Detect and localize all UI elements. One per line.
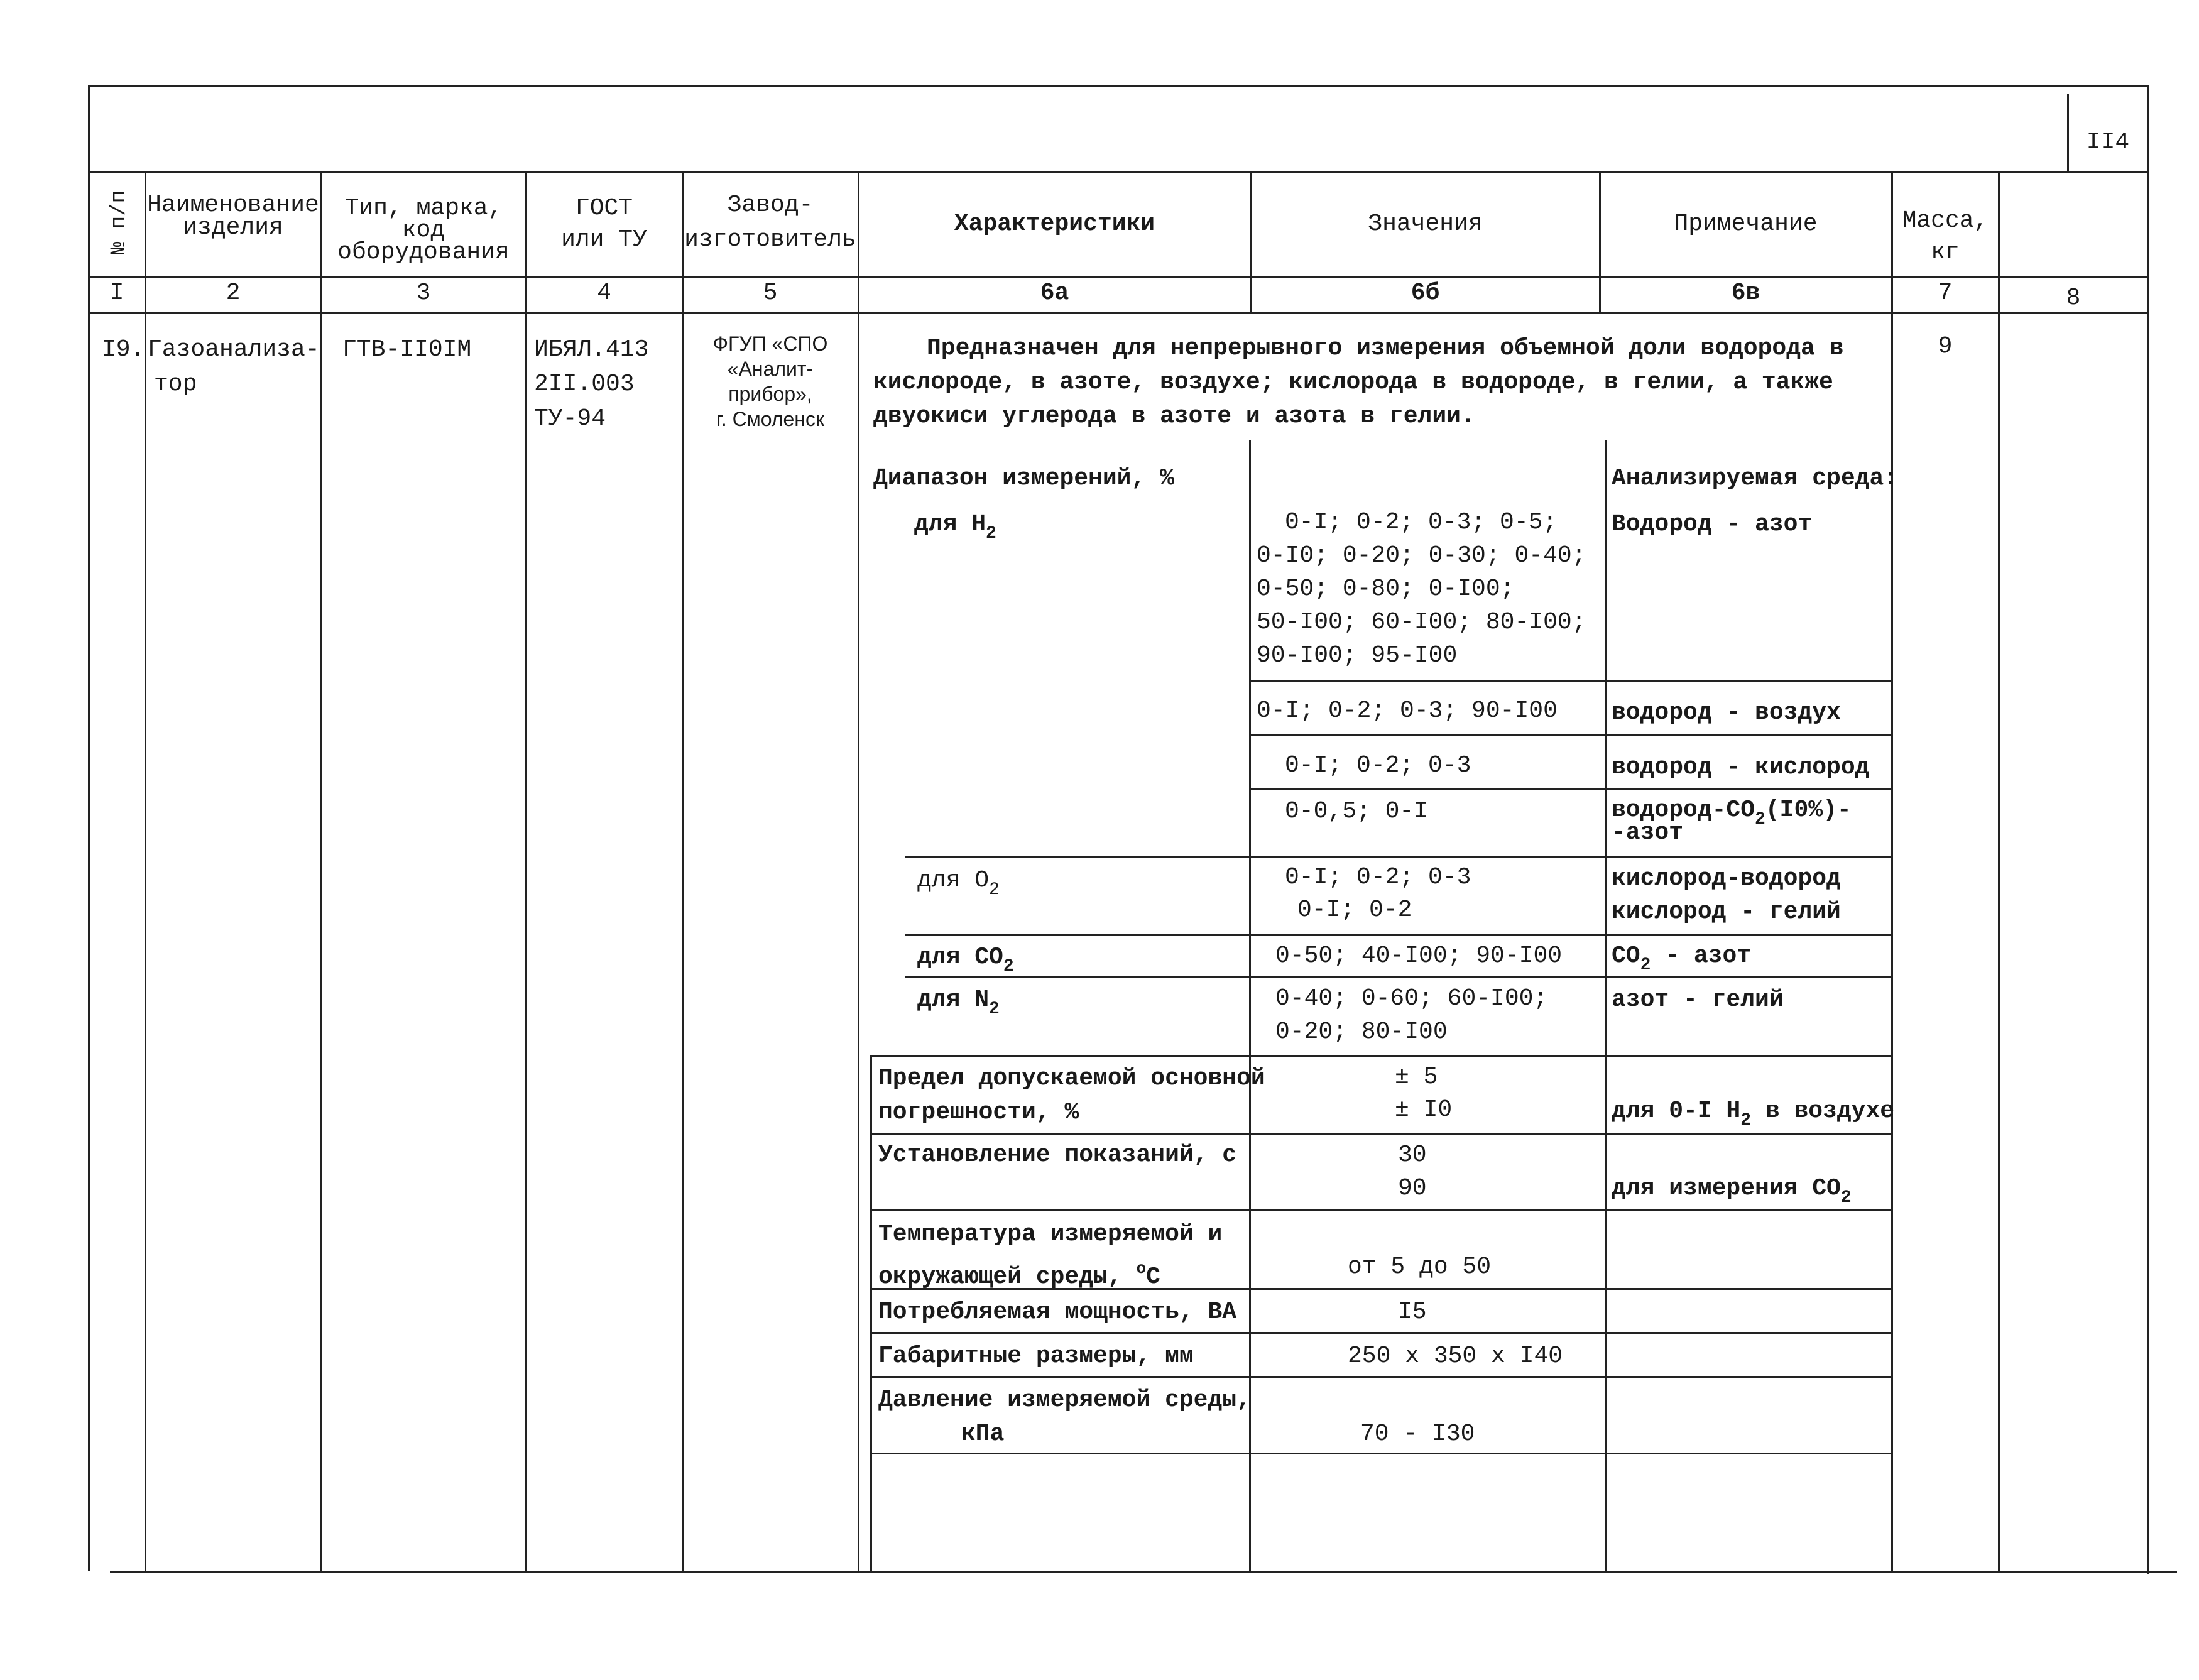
error-value-1: ± 5 [1395,1064,1438,1091]
header-top-line [88,171,2149,173]
colnum-1: I [109,280,124,307]
colnum-2: 2 [226,280,241,307]
col-line-6v [1891,171,1893,1572]
row-maker-4: г. Смоленск [716,408,824,430]
n2-label: для $N_2$ [917,986,1000,1019]
h2-medium-d-2: -азот [1612,819,1684,846]
purpose-line-2: кислороде, в азоте, воздухе; кислорода в водороде, в гелии, а также [873,369,1833,396]
n2-medium: азот - гелий [1612,986,1784,1013]
h2-values-b: 0-I; 0-2; 0-3; 90-I00 [1257,697,1558,724]
colnum-8: 8 [2066,285,2081,312]
colnum-6b: 6б [1411,280,1440,307]
h2-medium-b: водород - воздух [1612,699,1841,726]
colnum-3: 3 [416,280,431,307]
col-line-3 [525,171,527,1572]
temp-label-1: Температура измеряемой и [878,1221,1223,1248]
row-gost-1: ИБЯЛ.413 [534,336,649,363]
header-chars: Характеристики [954,210,1155,237]
pressure-label-2: кПа [961,1421,1005,1448]
settle-note: для измерения $CO_2$ [1612,1175,1852,1208]
row-type: ГТВ-II0IМ [342,336,472,363]
o2-label: для $O_2$ [917,867,1000,900]
purpose-line-1: Предназначен для непрерывного измерения объемной доли водорода в [927,335,1844,362]
dims-label: Габаритные размеры, мм [878,1343,1194,1370]
inner-line-co2 [905,934,1891,936]
co2-label: для $CO_2$ [917,944,1014,976]
pressure-label-1: Давление измеряемой среды, [878,1387,1251,1414]
colnum-bottom-line [88,312,2149,314]
range-label: Диапазон измерений, % [873,465,1174,492]
h2-label: для $H_2$ [914,511,996,543]
h2-values-a-4: 50-I00; 60-I00; 80-I00; [1257,609,1586,636]
frame-top-line [88,85,2149,87]
frame-right-line [2147,85,2149,1574]
inner-line-pressure [870,1376,1891,1378]
error-note: для 0-I $H_2$ в воздухе [1612,1098,1895,1130]
header-mass-2: кг [1931,239,1960,266]
col-line-2 [320,171,322,1572]
header-mass-1: Масса, [1902,207,1989,234]
header-values: Значения [1368,210,1483,237]
row-maker-2: «Аналит- [727,357,814,380]
page-number-box-left [2067,94,2069,171]
header-gost-2: или ТУ [561,226,647,253]
header-name-1: Наименование [147,192,319,219]
pressure-value: 70 - I30 [1360,1421,1475,1448]
error-label-2: погрешности, % [878,1099,1079,1126]
page-number: II4 [2086,129,2130,156]
h2-medium-d: водород-$CO_2(I0\%)-$ [1612,797,1852,829]
dims-value: 250 x 350 x I40 [1348,1343,1563,1370]
n2-values-1: 0-40; 0-60; 60-I00; [1275,985,1548,1012]
h2-values-d: 0-0,5; 0-I [1285,798,1429,825]
row-mass: 9 [1938,333,1953,360]
power-value: I5 [1398,1299,1427,1326]
error-label-1: Предел допускаемой основной [878,1065,1265,1092]
row-number: I9. [102,336,145,363]
inner-line-end [870,1453,1891,1454]
co2-values: 0-50; 40-I00; 90-I00 [1275,942,1563,969]
col-line-5 [858,171,859,1572]
header-gost-1: ГОСТ [575,195,633,222]
frame-bottom-line [110,1571,2177,1573]
inner-line-error [870,1055,1891,1057]
row-gost-2: 2II.003 [534,371,635,398]
header-note: Примечание [1674,210,1818,237]
temp-value: от 5 до 50 [1348,1253,1492,1280]
row-maker-3: прибор», [728,383,812,405]
inner-line-dims [870,1332,1891,1334]
header-num: № п/п [107,190,131,255]
n2-values-2: 0-20; 80-I00 [1275,1018,1448,1045]
inner-line-h2c [1250,734,1891,736]
header-type-1: Тип, марка, [344,195,503,222]
colnum-7: 7 [1938,280,1953,307]
colnum-4: 4 [597,280,611,307]
h2-medium-a: Водород - азот [1612,511,1813,538]
row-name-1: Газоанализа- [148,336,320,363]
header-type-3: оборудования [337,239,510,266]
row-gost-3: ТУ-94 [534,405,606,432]
row-maker-1: ФГУП «СПО [712,332,828,355]
inner-line-h2b [1250,680,1891,682]
o2-medium-b: кислород - гелий [1612,898,1841,925]
temp-label-2: окружающей среды, $^o$C [878,1259,1160,1290]
colnum-5: 5 [763,280,778,307]
inner-line-h2d [1250,788,1891,790]
o2-values-b: 0-I; 0-2 [1297,897,1412,924]
h2-values-a-5: 90-I00; 95-I00 [1257,642,1458,669]
colnum-6a: 6а [1040,280,1069,307]
col-line-1 [145,171,146,1572]
h2-values-a-1: 0-I; 0-2; 0-3; 0-5; [1285,509,1558,536]
header-maker-1: Завод- [727,192,814,219]
inner-col-note-left [1605,440,1607,1571]
h2-values-a-2: 0-I0; 0-20; 0-30; 0-40; [1257,542,1586,569]
header-maker-2: изготовитель [684,226,856,253]
header-type-2: код [401,217,445,244]
row-name-2: тор [154,371,197,398]
h2-values-c: 0-I; 0-2; 0-3 [1285,752,1471,779]
settle-value-2: 90 [1398,1175,1427,1202]
colnum-6v: 6в [1731,280,1760,307]
settle-label: Установление показаний, с [878,1142,1237,1169]
error-value-2: ± I0 [1395,1096,1453,1123]
o2-medium-a: кислород-водород [1612,865,1841,892]
inner-line-o2 [905,856,1891,858]
h2-medium-c: водород - кислород [1612,754,1870,781]
o2-values-a: 0-I; 0-2; 0-3 [1285,864,1471,891]
co2-medium: $CO_2$ - азот [1612,942,1752,975]
power-label: Потребляемая мощность, ВА [878,1299,1237,1326]
settle-value-1: 30 [1398,1142,1427,1169]
header-name-2: изделия [183,214,283,241]
h2-values-a-3: 0-50; 0-80; 0-I00; [1257,575,1515,603]
medium-label: Анализируемая среда: [1612,465,1899,492]
purpose-line-3: двуокиси углерода в азоте и азота в гелии. [873,403,1475,430]
col-line-7 [1998,171,2000,1572]
